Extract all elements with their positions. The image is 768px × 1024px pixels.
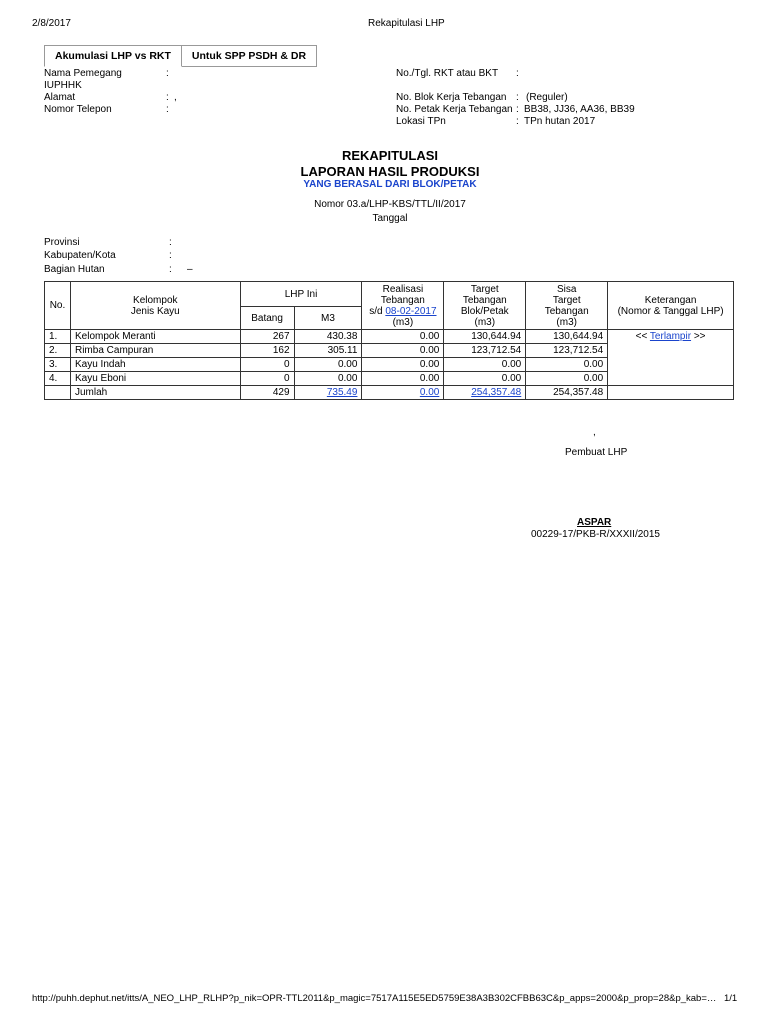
row-jenis: Rimba Campuran [70,344,240,358]
header-kelompok [70,282,240,330]
header-sisa-line4: (m3) [556,316,577,328]
total-keterangan [608,386,734,400]
row-m3: 305.11 [294,344,362,358]
petak-label: No. Petak Kerja Tebangan [396,104,513,115]
footer-url: http://puhh.dephut.net/itts/A_NEO_LHP_RLHP?p_nik=OPR-TTL2011&p_magic=7517A115E5ED5759E38A3B302CFBB63C&p_apps=2000&p_prop=28&p_kab=… [32,993,717,1004]
header-m3: M3 [294,307,362,330]
row-realisasi: 0.00 [362,358,444,372]
header-batang: Batang [240,307,294,330]
signatory-id: 00229-17/PKB-R/XXXII/2015 [531,529,660,540]
header-target-line1: Target [470,283,499,295]
header-target-line2: Tebangan [462,294,507,306]
row-m3: 430.38 [294,330,362,344]
header-sisa [526,282,608,330]
bagian-hutan-label: Bagian Hutan [44,264,105,275]
lokasi-label: Lokasi TPn [396,116,446,127]
row-target: 130,644.94 [444,330,526,344]
row-realisasi: 0.00 [362,372,444,386]
row-no: 3. [45,358,71,372]
realisasi-date-link[interactable]: 08-02-2017 [385,305,437,317]
row-target: 0.00 [444,358,526,372]
header-no: No. [45,282,71,330]
row-target: 123,712.54 [444,344,526,358]
row-batang: 267 [240,330,294,344]
petak-value: BB38, JJ36, AA36, BB39 [524,104,635,115]
colon: : [169,264,172,275]
provinsi-label: Provinsi [44,237,80,248]
iuphhk-label: IUPHHK [44,80,82,91]
blok-label: No. Blok Kerja Tebangan [396,92,507,103]
total-label: Jumlah [70,386,240,400]
header-kelompok-line2: Jenis Kayu [130,305,180,317]
rekap-table [44,281,734,400]
report-title-block [0,148,768,224]
report-subtitle: YANG BERASAL DARI BLOK/PETAK [303,179,477,190]
header-realisasi-line1: Realisasi [382,283,424,295]
lokasi-value: TPn hutan 2017 [524,116,596,127]
header-target-line3: Blok/Petak [460,305,509,317]
table-total-row [45,386,734,400]
tab-untuk-spp-psdh-dr[interactable]: Untuk SPP PSDH & DR [182,45,317,67]
row-jenis: Kayu Eboni [70,372,240,386]
row-sisa: 130,644.94 [526,330,608,344]
terlampir-link[interactable]: Terlampir [649,331,692,342]
row-realisasi: 0.00 [362,344,444,358]
colon: : [169,237,172,248]
row-sisa: 0.00 [526,358,608,372]
row-target: 0.00 [444,372,526,386]
colon: : [166,104,169,115]
kabupaten-label: Kabupaten/Kota [44,250,116,261]
print-date: 2/8/2017 [32,18,71,29]
row-sisa: 123,712.54 [526,344,608,358]
row-no: 4. [45,372,71,386]
row-jenis: Kelompok Meranti [70,330,240,344]
signature-place: , [593,427,596,438]
bagian-hutan-value: – [187,264,193,275]
colon: : [166,92,169,103]
table-row [45,330,734,344]
header-sisa-line3: Tebangan [544,305,589,317]
blok-value: (Reguler) [526,92,568,103]
pembuat-lhp: Pembuat LHP [565,447,628,458]
total-target-cell [444,386,526,400]
row-batang: 162 [240,344,294,358]
header-target [444,282,526,330]
header-realisasi-line2: Tebangan [380,294,425,306]
row-batang: 0 [240,358,294,372]
report-tanggal: Tanggal [372,213,408,224]
row-realisasi: 0.00 [362,330,444,344]
total-target-link[interactable]: 254,357.48 [471,387,522,398]
alamat-label: Alamat [44,92,76,103]
total-sisa: 254,357.48 [526,386,608,400]
header-sisa-line1: Sisa [556,283,577,295]
colon: : [516,92,519,103]
tab-akumulasi-lhp-vs-rkt[interactable]: Akumulasi LHP vs RKT [44,45,182,67]
footer-page: 1/1 [724,993,738,1004]
row-m3: 0.00 [294,372,362,386]
table-header-row [45,282,734,307]
header-realisasi-prefix: s/d [369,305,386,317]
header-lhp-ini: LHP Ini [240,282,362,307]
header-kelompok-line1: Kelompok [133,294,178,306]
keterangan-prefix: << [635,331,650,342]
header-realisasi-line3 [366,306,439,317]
header-sisa-line2: Target [552,294,581,306]
colon: : [166,68,169,79]
header-keterangan-line1: Keterangan [644,294,697,306]
tab-bar [44,45,317,67]
header-realisasi-line4: (m3) [392,316,414,328]
row-sisa: 0.00 [526,372,608,386]
keterangan-cell [608,330,734,386]
total-m3-link[interactable]: 735.49 [326,387,358,398]
total-batang: 429 [240,386,294,400]
total-m3-cell [294,386,362,400]
row-m3: 0.00 [294,358,362,372]
keterangan-suffix: >> [691,331,706,342]
nomor-telepon-label: Nomor Telepon [44,104,112,115]
report-title-2: LAPORAN HASIL PRODUKSI [300,164,480,179]
colon: : [516,104,519,115]
alamat-value: , [174,92,177,103]
report-title: REKAPITULASI [341,148,439,163]
total-no [45,386,71,400]
header-keterangan-line2: (Nomor & Tanggal LHP) [617,305,724,317]
colon: : [169,250,172,261]
nama-pemegang-label: Nama Pemegang [44,68,122,79]
total-realisasi-link[interactable]: 0.00 [419,387,440,398]
signatory-name: ASPAR [577,517,612,528]
print-title: Rekapitulasi LHP [368,18,445,29]
colon: : [516,116,519,127]
row-no: 1. [45,330,71,344]
header-target-line4: (m3) [474,316,496,328]
row-batang: 0 [240,372,294,386]
header-keterangan [608,282,734,330]
row-jenis: Kayu Indah [70,358,240,372]
colon: : [516,68,519,79]
row-no: 2. [45,344,71,358]
report-nomor: Nomor 03.a/LHP-KBS/TTL/II/2017 [314,199,466,210]
header-realisasi [362,282,444,330]
rkt-label: No./Tgl. RKT atau BKT [396,68,499,79]
total-realisasi-cell [362,386,444,400]
